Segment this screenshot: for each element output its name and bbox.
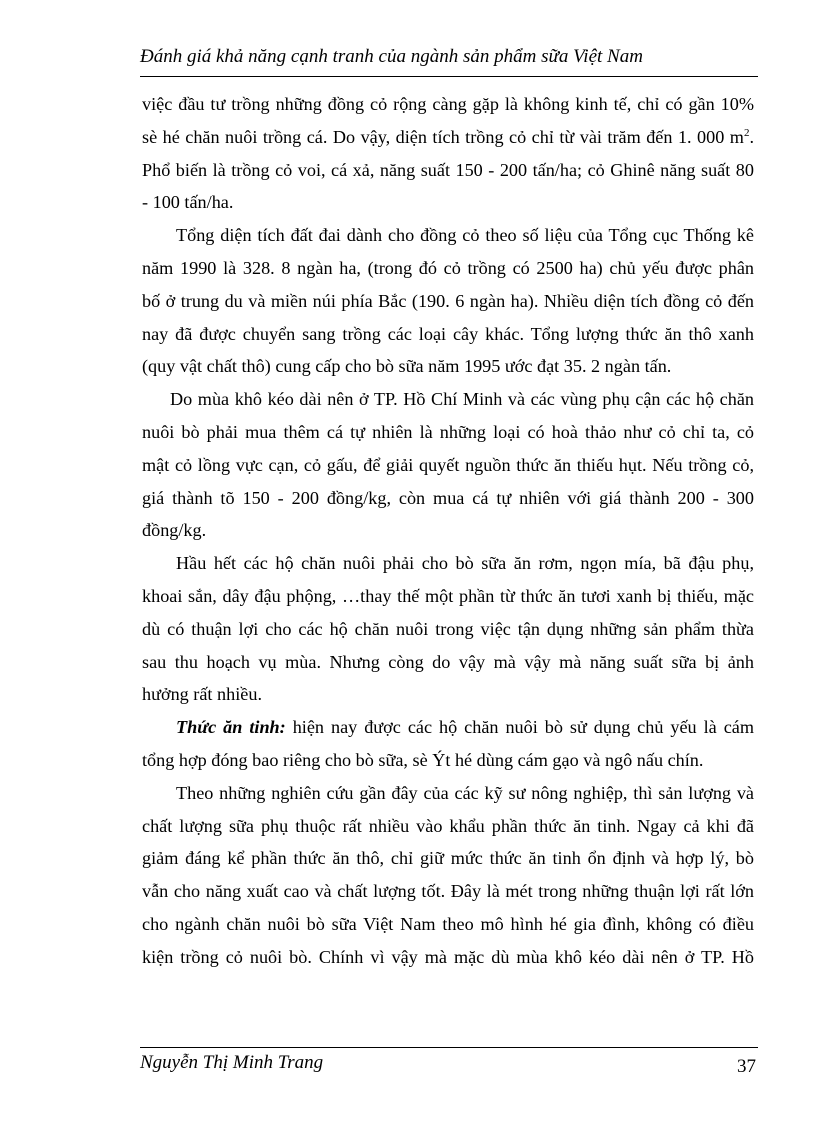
paragraph-1 xyxy=(142,88,754,219)
paragraph-3 xyxy=(142,383,754,547)
text-line-content: hiện nay được các hộ chăn nuôi bò sử dụng chủ yếu là cám xyxy=(285,717,754,738)
text-line: nay đã được chuyển sang trồng các loại cây khác. Tổng lượng thức ăn thô xanh xyxy=(142,323,754,344)
text-line: việc đầu tư trồng những đồng cỏ rộng càng gặp là không kinh tế, chỉ có gần 10% xyxy=(142,94,754,114)
text-line: dù có thuận lợi cho các hộ chăn nuôi trong việc tận dụng những sản phẩm thừa xyxy=(142,618,754,639)
document-body xyxy=(142,88,754,974)
text-line: Tổng diện tích đất đai dành cho đồng cỏ theo số liệu của Tổng cục Thống kê xyxy=(176,225,754,246)
paragraph-6 xyxy=(142,777,754,974)
text-line: sau thu hoạch vụ mùa. Nhưng còng do vậy mà vậy mà năng suất sữa bị ảnh xyxy=(142,651,754,672)
text-line xyxy=(142,711,754,744)
header-rule xyxy=(140,76,758,77)
text-line-content: sè hé chăn nuôi trồng cá. Do vậy, diện tích trồng cỏ chỉ từ vài trăm đến 1. 000 m xyxy=(142,126,744,147)
text-line: chất lượng sữa phụ thuộc rất nhiều vào khẩu phần thức ăn tinh. Ngay cả khi đã xyxy=(142,815,754,836)
running-header: Đánh giá khả năng cạnh tranh của ngành sản phẩm sữa Việt Nam xyxy=(140,46,643,67)
text-line: cho ngành chăn nuôi bò sữa Việt Nam theo mô hình hé gia đình, không có điều xyxy=(142,913,754,934)
text-line: năm 1990 là 328. 8 ngàn ha, (trong đó cỏ trồng có 2500 ha) chủ yếu được phân xyxy=(142,257,754,278)
text-line: bố ở trung du và miền núi phía Bắc (190. 6 ngàn ha). Nhiều diện tích đồng cỏ đến xyxy=(142,290,754,311)
footer-rule xyxy=(140,1047,758,1048)
superscript: 2 xyxy=(743,126,750,139)
text-line: Theo những nghiên cứu gần đây của các kỹ sư nông nghiệp, thì sản lượng và xyxy=(176,782,754,803)
page-number: 37 xyxy=(737,1056,756,1077)
text-line: khoai sắn, dây đậu phộng, …thay thế một phần từ thức ăn tươi xanh bị thiếu, mặc xyxy=(142,585,754,606)
text-line: giá thành tõ 150 - 200 đồng/kg, còn mua cá tự nhiên với giá thành 200 - 300 xyxy=(142,487,754,508)
text-line: tổng hợp đóng bao riêng cho bò sữa, sè Ýt hé dùng cám gạo và ngô nấu chín. xyxy=(142,749,704,770)
text-line: vẫn cho năng xuất cao và chất lượng tốt. Đây là mét trong những thuận lợi rất lớn xyxy=(142,881,754,902)
footer-author: Nguyễn Thị Minh Trang xyxy=(140,1052,324,1073)
text-line: nuôi bò phải mua thêm cá tự nhiên là những loại có hoà thảo như cỏ chỉ ta, cỏ xyxy=(142,421,754,442)
paragraph-2 xyxy=(142,219,754,383)
paragraph-5 xyxy=(142,711,754,777)
text-line: mật cỏ lồng vực cạn, cỏ gấu, để giải quyết nguồn thức ăn thiếu hụt. Nếu trồng cỏ, xyxy=(142,454,754,475)
paragraph-lead: Thức ăn tinh: xyxy=(176,717,286,738)
text-line: - 100 tấn/ha. xyxy=(142,192,234,213)
text-line: kiện trồng cỏ nuôi bò. Chính vì vậy mà mặc dù mùa khô kéo dài nên ở TP. Hồ xyxy=(142,946,754,967)
text-line: Hầu hết các hộ chăn nuôi phải cho bò sữa ăn rơm, ngọn mía, bã đậu phụ, xyxy=(176,553,754,574)
paragraph-4 xyxy=(142,547,754,711)
text-line: (quy vật chất thô) cung cấp cho bò sữa năm 1995 ước đạt 35. 2 ngàn tấn. xyxy=(142,356,672,377)
text-line: hưởng rất nhiều. xyxy=(142,684,262,705)
text-line: đồng/kg. xyxy=(142,520,207,541)
text-line: Phổ biến là trồng cỏ voi, cá xả, năng suất 150 - 200 tấn/ha; cỏ Ghinê năng suất 80 xyxy=(142,159,754,180)
text-line xyxy=(142,121,754,154)
superscript-suffix: . xyxy=(749,126,754,147)
text-line: giảm đáng kể phần thức ăn thô, chỉ giữ mức thức ăn tinh ổn định và hợp lý, bò xyxy=(142,848,754,869)
text-line: Do mùa khô kéo dài nên ở TP. Hồ Chí Minh và các vùng phụ cận các hộ chăn xyxy=(170,389,754,410)
